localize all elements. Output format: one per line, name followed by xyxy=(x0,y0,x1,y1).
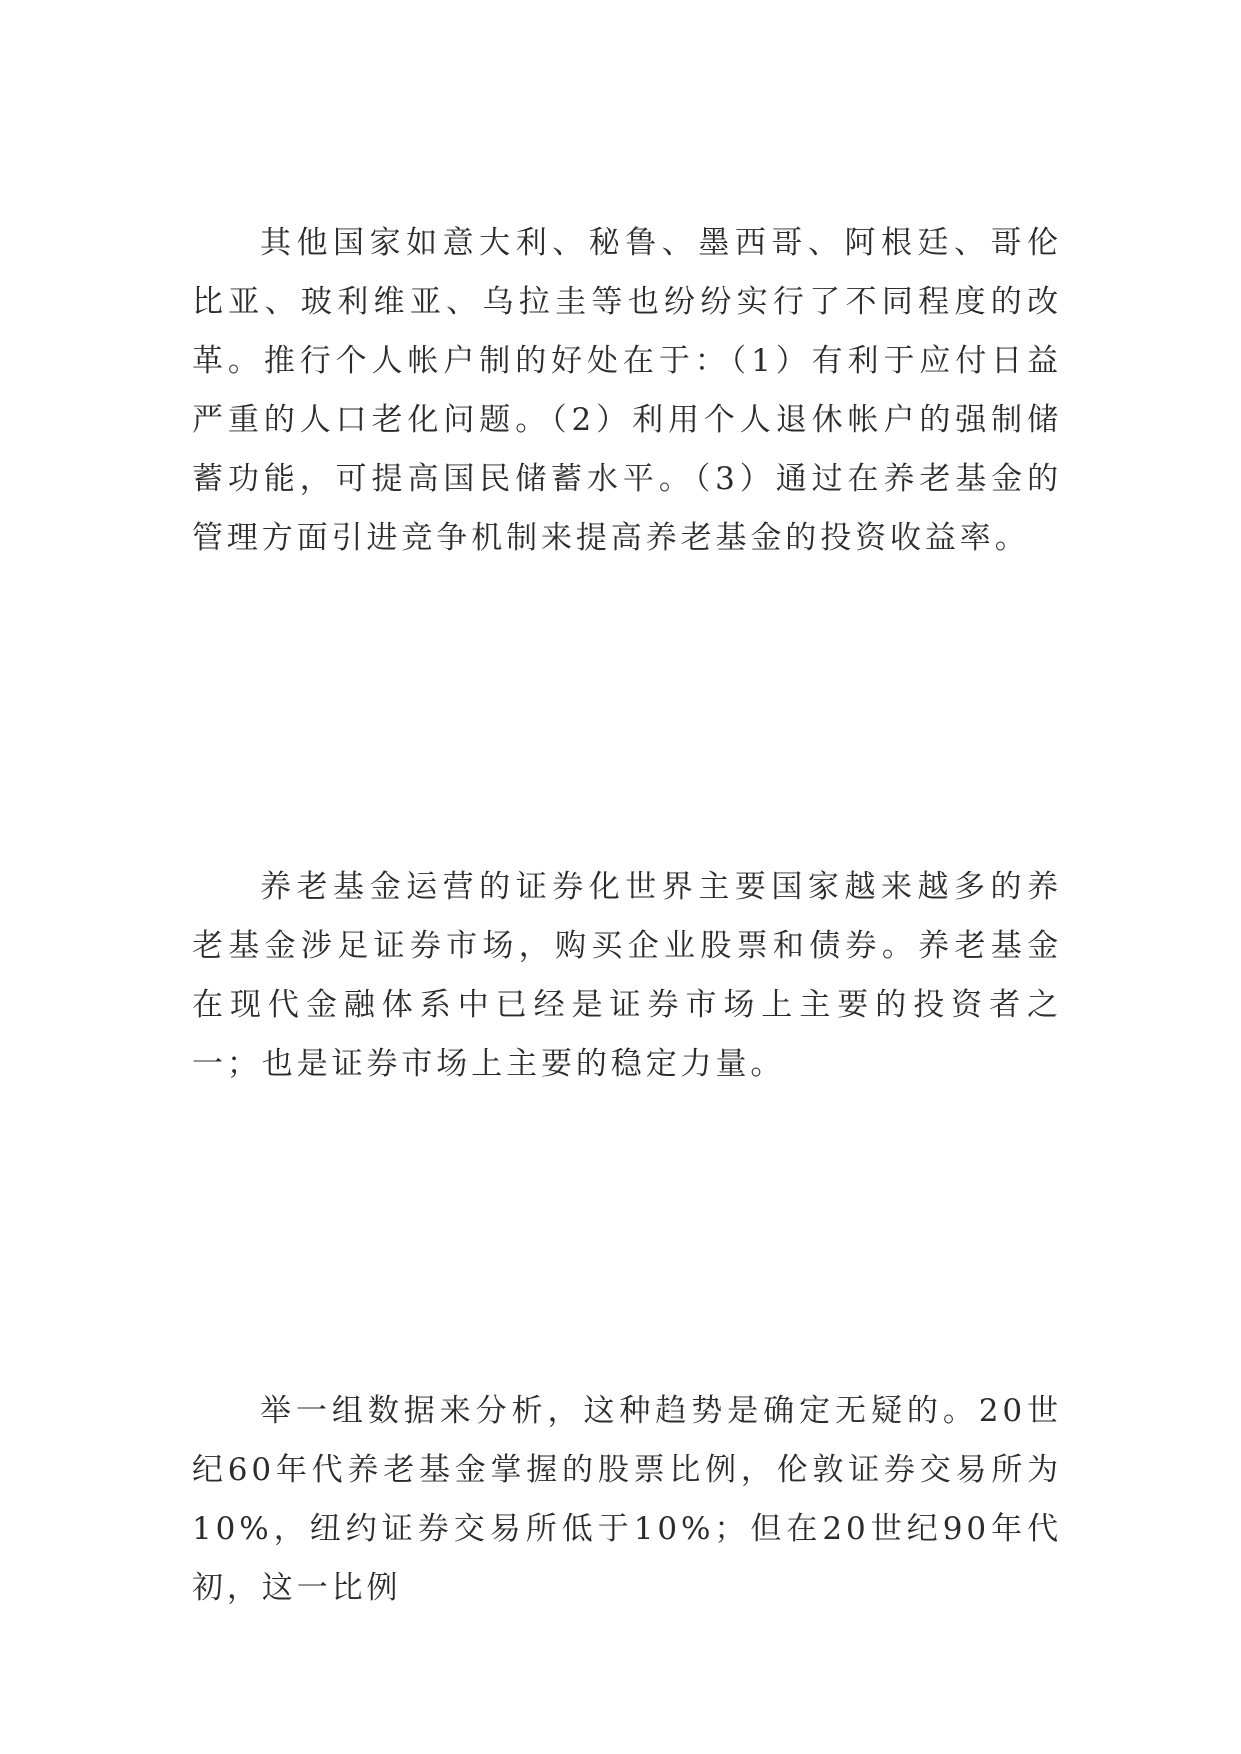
paragraph-stock-ratio-data: 举一组数据来分析，这种趋势是确定无疑的。20世纪60年代养老基金掌握的股票比例，伦敦证券交易所为10%，纽约证券交易所低于10%；但在20世纪90年代初，这一比例 xyxy=(192,1393,1062,1606)
paragraph-pension-reform: 其他国家如意大利、秘鲁、墨西哥、阿根廷、哥伦比亚、玻利维亚、乌拉圭等也纷纷实行了不同程度的改革。推行个人帐户制的好处在于：（1）有利于应付日益严重的人口老化问题。（2）利用个人退休帐户的强制储蓄功能，可提高国民储蓄水平。（3）通过在养老基金的管理方面引进竞争机制来提高养老基金的投资收益率。 xyxy=(192,225,1062,556)
paragraph-pension-securitization: 养老基金运营的证券化世界主要国家越来越多的养老基金涉足证券市场，购买企业股票和债券。养老基金在现代金融体系中已经是证券市场上主要的投资者之一；也是证券市场上主要的稳定力量。 xyxy=(192,869,1062,1082)
